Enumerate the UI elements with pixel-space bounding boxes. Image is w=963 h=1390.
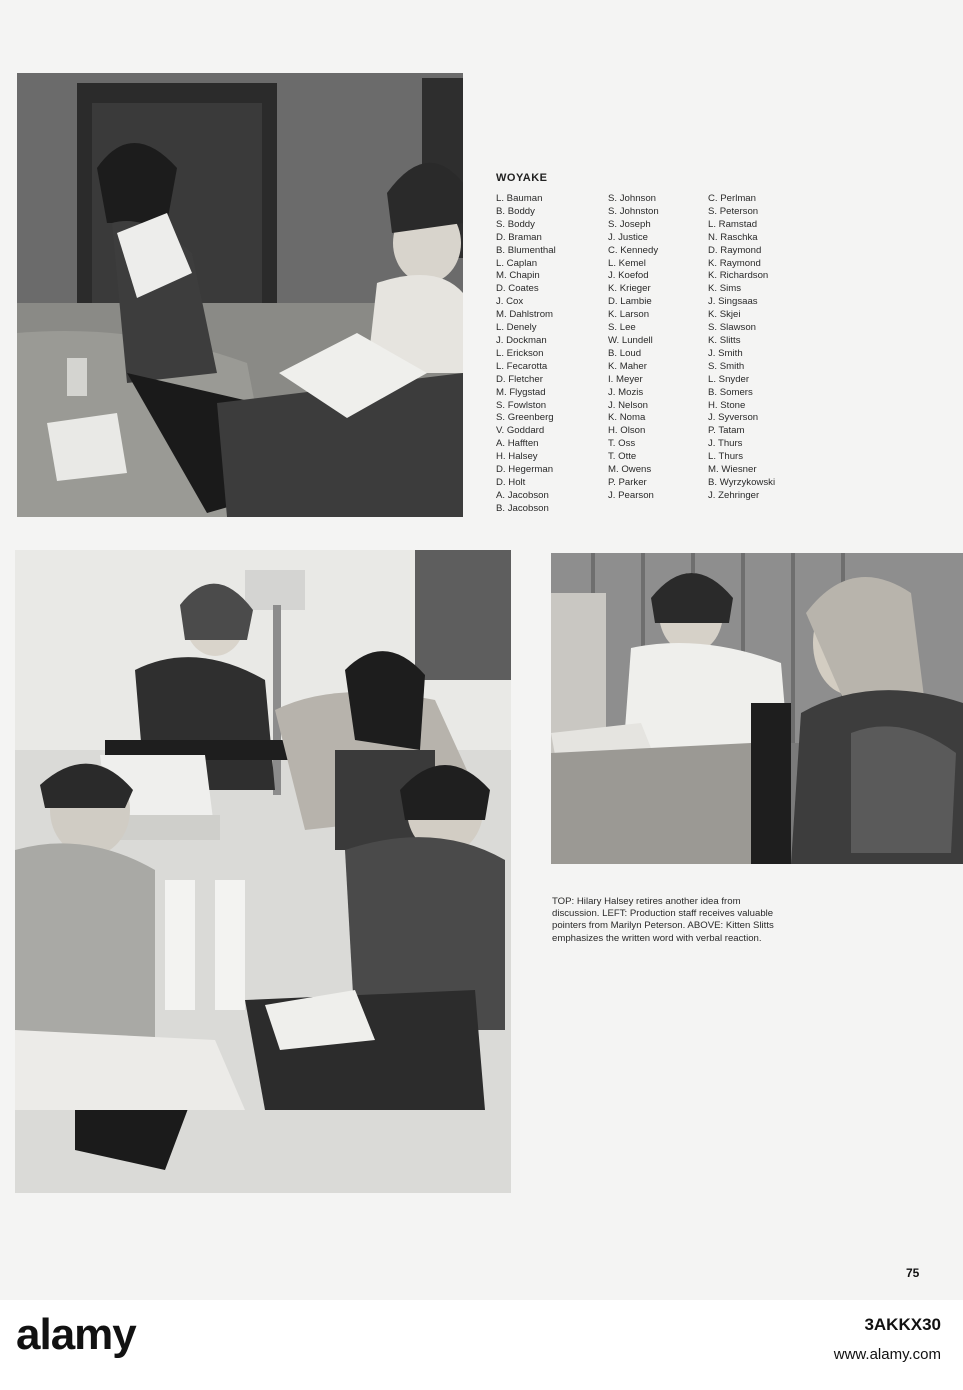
roster-name: M. Wiesner (708, 464, 757, 476)
roster-name: T. Otte (608, 451, 637, 463)
roster-name: K. Larson (608, 309, 650, 321)
roster-name: A. Hafften (496, 438, 539, 450)
page-number: 75 (906, 1266, 920, 1280)
roster-name: L. Bauman (496, 193, 543, 204)
roster-name: H. Olson (608, 425, 646, 437)
photo-caption: TOP: Hilary Halsey retires another idea from discussion. LEFT: Production staff receives valuable pointers from Marilyn Peterson. ABOVE: Kitten Slitts emphasizes the written word with verbal reaction. (552, 896, 774, 944)
watermark-banner (0, 1300, 963, 1390)
roster-name: M. Chapin (496, 270, 540, 282)
roster-name: J. Pearson (608, 489, 654, 501)
roster-name: A. Jacobson (496, 489, 549, 501)
roster-name: K. Sims (708, 283, 742, 295)
roster-name: L. Thurs (708, 451, 744, 463)
roster-name: S. Lee (608, 322, 636, 334)
roster-name: P. Tatam (708, 425, 745, 437)
roster-name: J. Smith (708, 347, 743, 359)
roster-name: L. Denely (496, 322, 537, 334)
roster-name: J. Thurs (708, 438, 743, 450)
roster-name: K. Maher (608, 360, 647, 372)
roster-name: M. Dahlstrom (496, 309, 554, 321)
roster-name: D. Holt (496, 476, 526, 488)
roster-name: D. Hegerman (496, 464, 554, 476)
roster-name: P. Parker (608, 476, 647, 488)
roster-name: M. Owens (608, 464, 652, 476)
roster-name: S. Johnston (608, 205, 659, 217)
roster-name: J. Justice (608, 231, 648, 243)
roster-name: J. Nelson (608, 399, 648, 411)
roster-name: J. Singsaas (708, 296, 758, 308)
woyake-heading: WOYAKE (496, 172, 548, 184)
roster-name: S. Fowlston (496, 399, 547, 411)
roster-name: K. Richardson (708, 270, 769, 282)
site-url: www.alamy.com (833, 1346, 941, 1363)
roster-name: L. Snyder (708, 373, 750, 385)
roster-name: L. Ramstad (708, 218, 758, 230)
roster-name: J. Cox (496, 296, 524, 308)
roster-name: B. Jacobson (496, 502, 549, 514)
roster-name: K. Raymond (708, 257, 761, 269)
image-id: 3AKKX30 (864, 1315, 941, 1334)
roster-name: S. Smith (708, 360, 745, 372)
roster-name: C. Kennedy (608, 244, 659, 256)
roster-name: W. Lundell (608, 334, 653, 346)
roster-name: C. Perlman (708, 193, 756, 204)
roster-name: D. Braman (496, 231, 542, 243)
roster-name: K. Noma (608, 412, 646, 424)
roster-name: L. Kemel (608, 257, 646, 269)
roster-name: B. Loud (608, 347, 642, 359)
roster-name: K. Slitts (708, 334, 741, 346)
roster-name: B. Boddy (496, 205, 535, 217)
roster-name: D. Coates (496, 283, 539, 295)
roster-name: V. Goddard (496, 425, 545, 437)
roster-name: J. Koefod (608, 270, 649, 282)
photo-top-students-reading (17, 73, 463, 517)
roster-name: B. Wyrzykowski (708, 476, 776, 488)
roster-name: L. Caplan (496, 257, 538, 269)
roster-name: N. Raschka (708, 231, 758, 243)
roster-name: H. Stone (708, 399, 746, 411)
roster-column-2 (608, 193, 659, 503)
roster-name: L. Fecarotta (496, 360, 548, 372)
roster-name: S. Greenberg (496, 412, 554, 424)
roster-name: B. Somers (708, 386, 753, 398)
roster-name: S. Johnson (608, 193, 657, 204)
roster-name: J. Dockman (496, 334, 547, 346)
roster-column-1 (496, 193, 556, 516)
alamy-logo: alamy (16, 1310, 136, 1359)
roster-column-3 (708, 193, 775, 503)
roster-name: D. Lambie (608, 296, 652, 308)
roster-name: S. Joseph (608, 218, 651, 230)
roster-name: S. Boddy (496, 218, 535, 230)
roster-name: J. Syverson (708, 412, 759, 424)
roster-name: K. Krieger (608, 283, 651, 295)
roster-name: B. Blumenthal (496, 244, 556, 256)
roster-name: I. Meyer (608, 373, 643, 385)
roster-name: S. Slawson (708, 322, 756, 334)
roster-name: K. Skjei (708, 309, 741, 321)
roster-name: D. Fletcher (496, 373, 543, 385)
roster-name: J. Zehringer (708, 489, 760, 501)
roster-name: J. Mozis (608, 386, 644, 398)
roster-name: H. Halsey (496, 451, 538, 463)
roster-name: L. Erickson (496, 347, 544, 359)
photo-right-discussion (551, 553, 963, 864)
roster-name: S. Peterson (708, 205, 759, 217)
photo-left-production-staff (15, 550, 511, 1193)
roster-name: M. Flygstad (496, 386, 546, 398)
roster-name: T. Oss (608, 438, 636, 450)
roster-name: D. Raymond (708, 244, 762, 256)
